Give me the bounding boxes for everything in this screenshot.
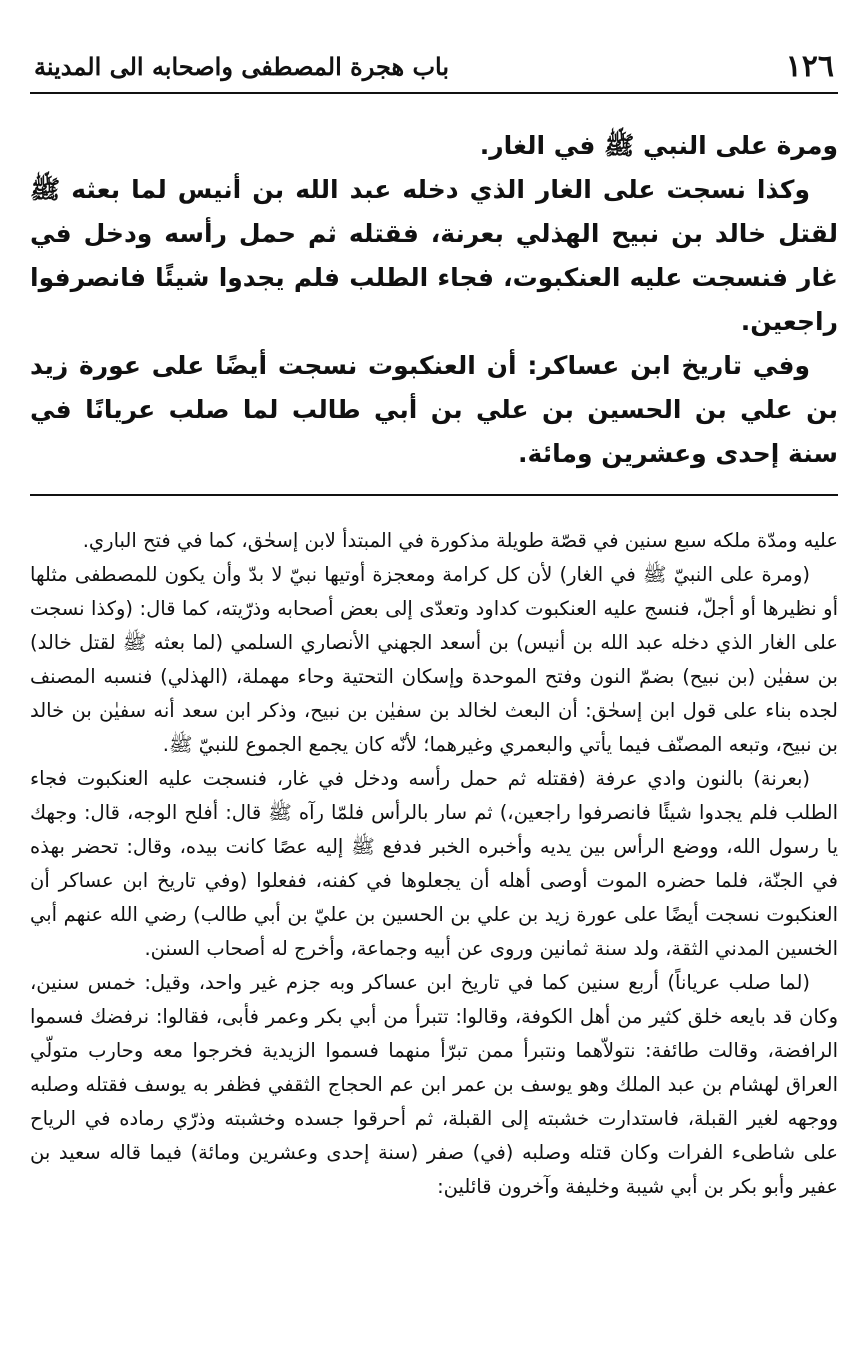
commentary-paragraph-2: (ومرة على النبيّ ﷺ في الغار) لأن كل كرامة ومعجزة أوتيها نبيّ لا بدّ وأن يكون للمصطفى مثلها أو نظيرها أو أجلّ، فنسج عليه العنكبوت كداود وتعدّى إلى بعض أصحابه وذرّيته، كما قال: (وكذا نسجت على الغار الذي دخله عبد الله بن أنيس) بن أسعد الجهني الأنصاري السلمي (لما بعثه ﷺ لقتل خالد) بن سفيٰن (بن نبيح) بضمّ النون وفتح الموحدة وإسكان التحتية وحاء مهملة، (الهذلي) فنسبه المصنف لجده بناء على قول ابن إسحٰق: أن البعث لخالد بن سفيٰن بن نبيح، وذكر ابن سعد أنه سفيٰن بن خالد بن نبيح، وتبعه المصنّف فيما يأتي والبعمري وغيرهما؛ لأنّه كان يجمع الجموع للنبيّ ﷺ. [30,563,838,756]
section-divider [30,494,838,496]
main-paragraph-2: وكذا نسجت على الغار الذي دخله عبد الله بن أنيس لما بعثه ﷺ لقتل خالد بن نبيح الهذلي بعرنة، فقتله ثم حمل رأسه ودخل في غار فنسجت عليه العنكبوت، فجاء الطلب فلم يجدوا شيئًا فانصرفوا راجعين. [30,175,838,336]
commentary-paragraph-3: (بعرنة) بالنون وادي عرفة (فقتله ثم حمل رأسه ودخل في غار، فنسجت عليه العنكبوت فجاء الطلب فلم يجدوا شيئًا فانصرفوا راجعين،) ثم سار بالرأس فلمّا رآه ﷺ قال: أفلح الوجه، قال: وجهك يا رسول الله، ووضع الرأس بين يديه وأخبره الخبر فدفع ﷺ إليه عصًا كانت بيده، وقال: تحضر بهذه في الجنّة، فلما حضره الموت أوصى أهله أن يجعلوها في كفنه، ففعلوا (وفي تاريخ ابن عساكر أن العنكبوت نسجت أيضًا على عورة زيد بن علي بن الحسين بن عليّ بن أبي طالب) رضي الله عنهم أبي الخسين المدني الثقة، ولد سنة ثمانين وروى عن أبيه وجماعة، وأخرج له أصحاب السنن. [30,767,838,960]
main-paragraph-3: وفي تاريخ ابن عساكر: أن العنكبوت نسجت أيضًا على عورة زيد بن علي بن الحسين بن علي بن أبي طالب لما صلب عريانًا في سنة إحدى وعشرين ومائة. [30,351,838,468]
commentary-paragraph-4: (لما صلب عرياناً) أربع سنين كما في تاريخ ابن عساكر وبه جزم غير واحد، وقيل: خمس سنين، وكان قد بايعه خلق كثير من أهل الكوفة، وقالوا: تتبرأ من أبي بكر وعمر فأبى، فقالوا: نرفضك فسموا الرافضة، وقالت طائفة: نتولاّهما ونتبرأ ممن تبرّأ منهما فسموا الزيدية فخرجوا معه وحارب متولّي العراق لهشام بن عبد الملك وهو يوسف بن عمر ابن عم الحجاج الثقفي فظفر به يوسف فقتله وصلبه ووجهه لغير القبلة، فاستدارت خشبته إلى القبلة، ثم أحرقوا جسده وخشبته وذرّي رماده في الرياح على شاطىء الفرات وكان قتله وصلبه (في) صفر (سنة إحدى وعشرين ومائة) فيما قاله سعيد بن عفير وأبو بكر بن أبي شيبة وخليفة وآخرون قائلين: [30,971,838,1198]
book-page [30,40,838,1340]
main-paragraph-1: ومرة على النبي ﷺ في الغار. [479,131,838,160]
page-number: ١٢٦ [785,48,834,84]
main-text [30,124,838,476]
running-header [30,40,838,94]
commentary-paragraph-1: عليه ومدّة ملكه سبع سنين في قصّة طويلة مذكورة في المبتدأ لابن إسحٰق، كما في فتح الباري. [82,529,838,552]
commentary [30,524,838,1204]
chapter-title: باب هجرة المصطفى واصحابه الى المدينة [34,51,450,81]
